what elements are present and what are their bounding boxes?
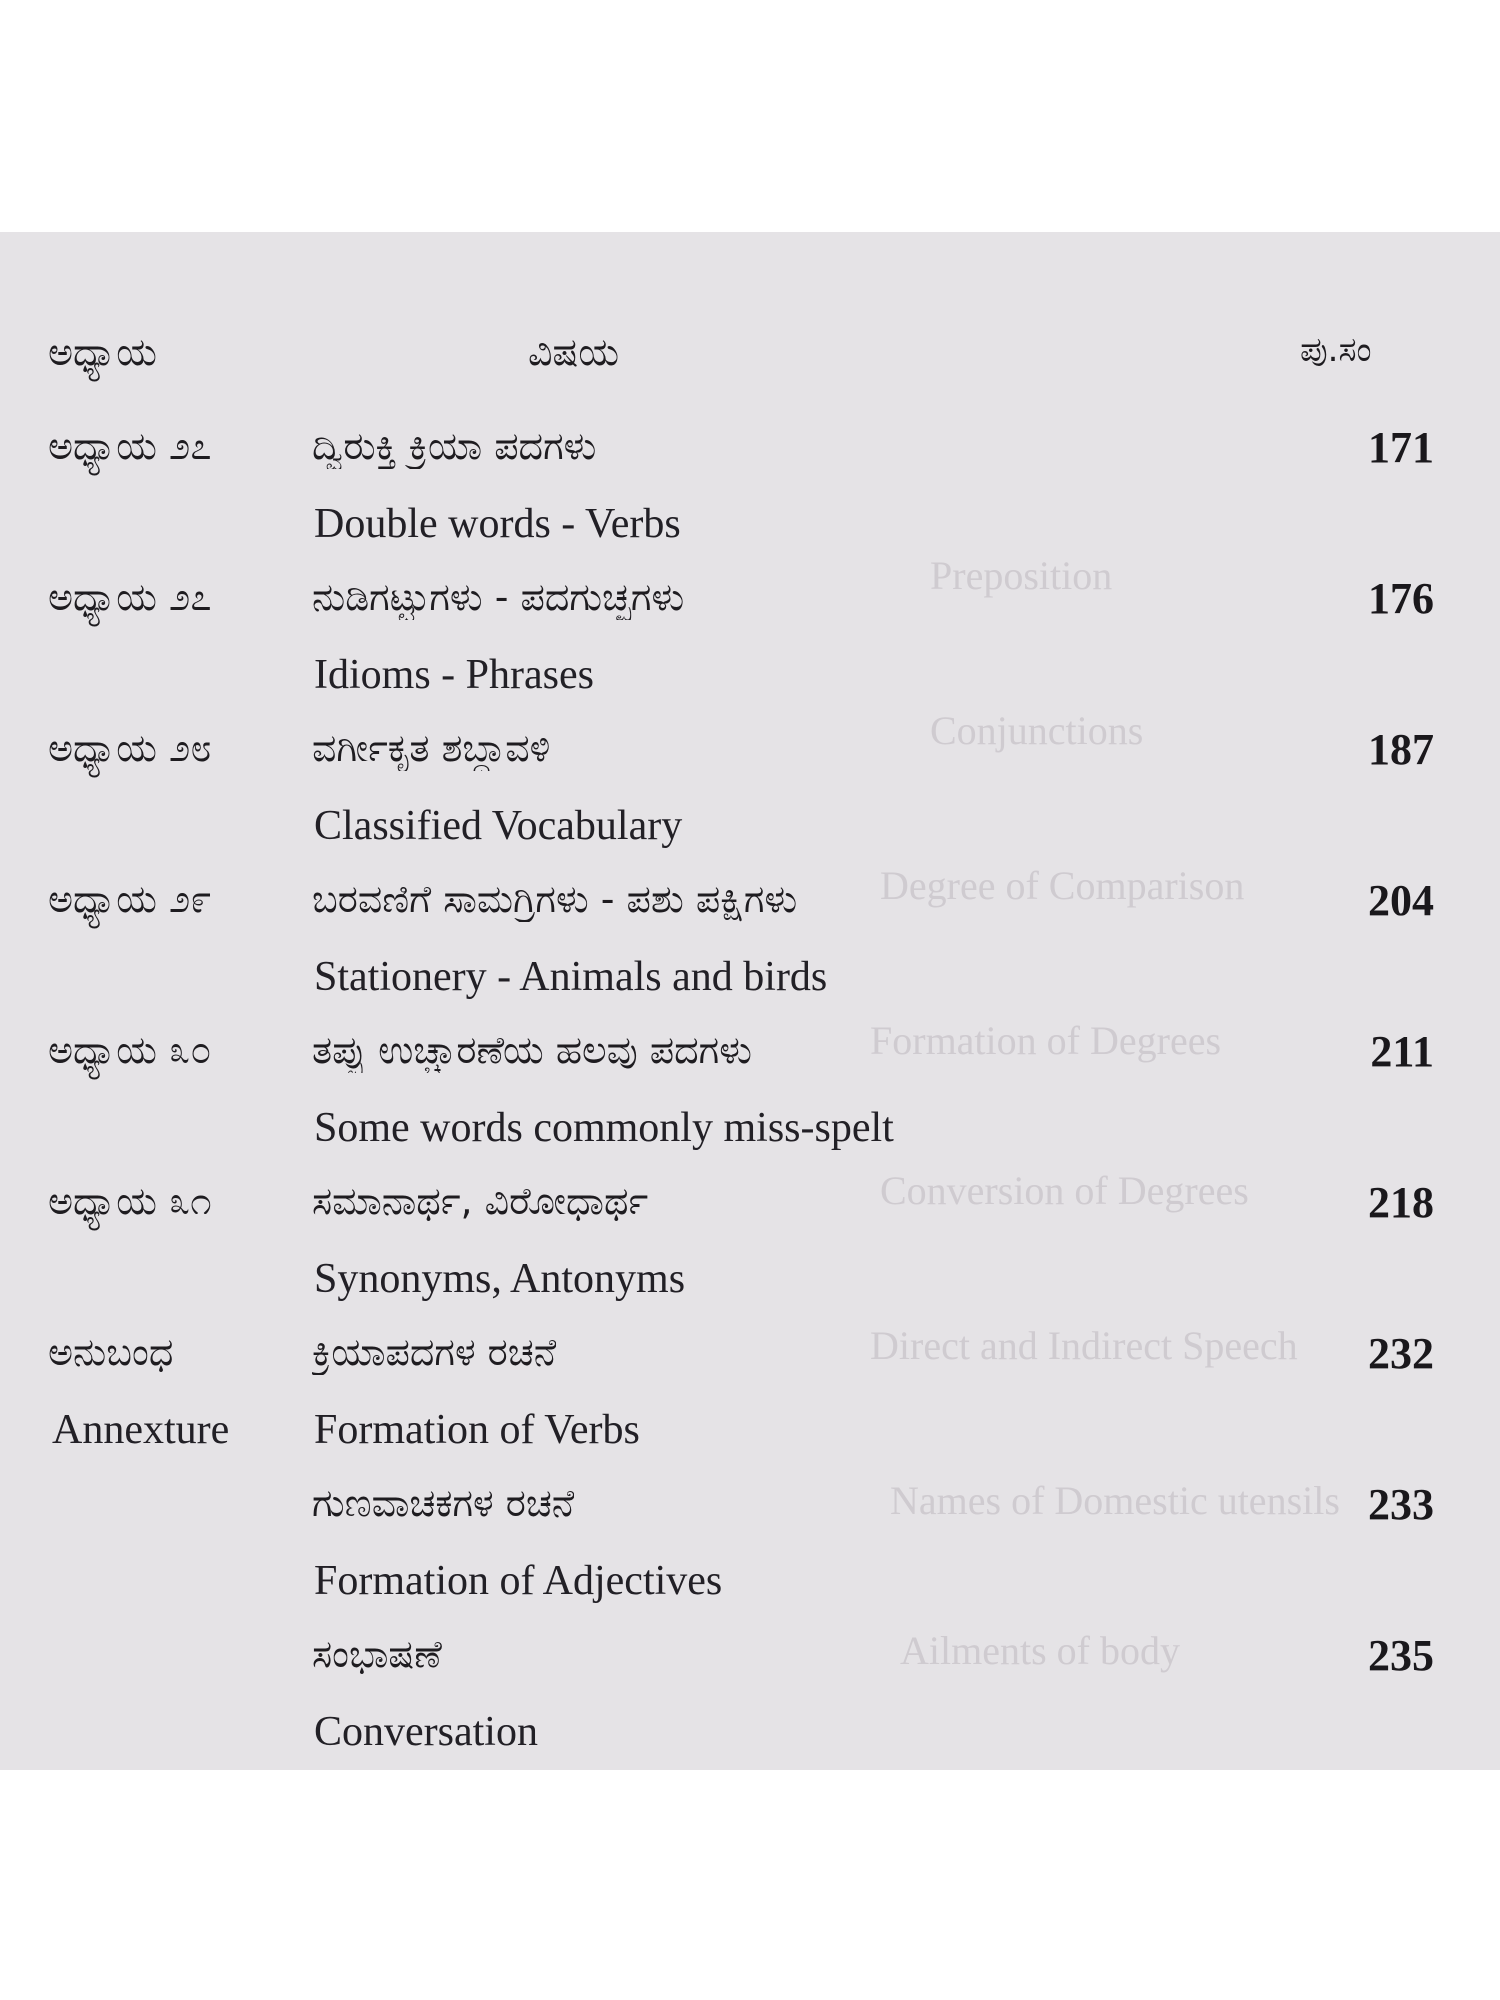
page-number: 233 (1368, 1480, 1434, 1529)
english-title: Formation of Adjectives (314, 1558, 723, 1604)
english-title: Some words commonly miss-spelt (314, 1105, 894, 1151)
toc-entry (0, 575, 1500, 725)
english-title: Conversation (314, 1709, 538, 1755)
book-page (0, 232, 1500, 1770)
toc-entry (0, 1028, 1500, 1178)
toc-entry (0, 1632, 1500, 1770)
chapter-number: ಅಧ್ಯಾಯ ೨೮ (48, 726, 212, 770)
page-number: 171 (1368, 423, 1434, 472)
english-title: Idioms - Phrases (314, 652, 594, 698)
toc-entry (0, 1330, 1500, 1480)
chapter-number: ಅಧ್ಯಾಯ ೩೦ (48, 1028, 212, 1072)
toc-entry (0, 424, 1500, 574)
page-number: 187 (1368, 725, 1434, 774)
show-through-text: Preposition Conjunctions Degree of Comparison Formation of Degrees Conversion of Degrees Direct and Indirect Speech Names of Domestic utensils Ailments of body (870, 553, 1340, 1673)
english-title: Classified Vocabulary (314, 803, 683, 849)
toc-entry (0, 726, 1500, 876)
header-chapter: ಅಧ್ಯಾಯ (48, 330, 157, 374)
english-title: Synonyms, Antonyms (314, 1256, 686, 1302)
toc-entry (0, 877, 1500, 1027)
kannada-title: ಬರವಣಿಗೆ ಸಾಮಗ್ರಿಗಳು - ಪಶು ಪಕ್ಷಿಗಳು (312, 877, 798, 921)
chapter-number: ಅನುಬಂಧ (48, 1330, 174, 1374)
page-number: 211 (1370, 1027, 1434, 1076)
kannada-title: ವರ್ಗೀಕೃತ ಶಬ್ದಾವಳಿ (312, 726, 551, 770)
chapter-number: ಅಧ್ಯಾಯ ೩೧ (48, 1179, 212, 1223)
toc-entry (0, 1481, 1500, 1631)
page-number: 204 (1368, 876, 1434, 925)
kannada-title: ಗುಣವಾಚಕಗಳ ರಚನೆ (312, 1481, 575, 1525)
kannada-title: ತಪ್ಪು ಉಚ್ಚಾರಣೆಯ ಹಲವು ಪದಗಳು (312, 1028, 752, 1072)
page-number: 232 (1368, 1329, 1434, 1378)
page-number: 235 (1368, 1631, 1434, 1680)
header-subject: ವಿಷಯ (528, 330, 620, 374)
kannada-title: ಸಂಭಾಷಣೆ (312, 1632, 442, 1676)
chapter-number: ಅಧ್ಯಾಯ ೨೯ (48, 877, 212, 921)
page-number: 218 (1368, 1178, 1434, 1227)
kannada-title: ದ್ವಿರುಕ್ತಿ ಕ್ರಿಯಾ ಪದಗಳು (312, 424, 597, 468)
page-number: 176 (1368, 574, 1434, 623)
chapter-number: ಅಧ್ಯಾಯ ೨೭ (48, 575, 212, 619)
kannada-title: ಕ್ರಿಯಾಪದಗಳ ರಚನೆ (312, 1330, 557, 1374)
annexure-label: Annexture (52, 1407, 230, 1453)
english-title: Double words - Verbs (314, 501, 681, 547)
chapter-number: ಅಧ್ಯಾಯ ೨೭ (48, 424, 212, 468)
header-page-number: ಪು.ಸಂ (1300, 330, 1372, 370)
english-title: Formation of Verbs (314, 1407, 640, 1453)
kannada-title: ಸಮಾನಾರ್ಥ, ವಿರೋಧಾರ್ಥ (312, 1179, 649, 1223)
english-title: Stationery - Animals and birds (314, 954, 828, 1000)
toc-entry (0, 1179, 1500, 1329)
kannada-title: ನುಡಿಗಟ್ಟುಗಳು - ಪದಗುಚ್ಛಗಳು (312, 575, 685, 619)
